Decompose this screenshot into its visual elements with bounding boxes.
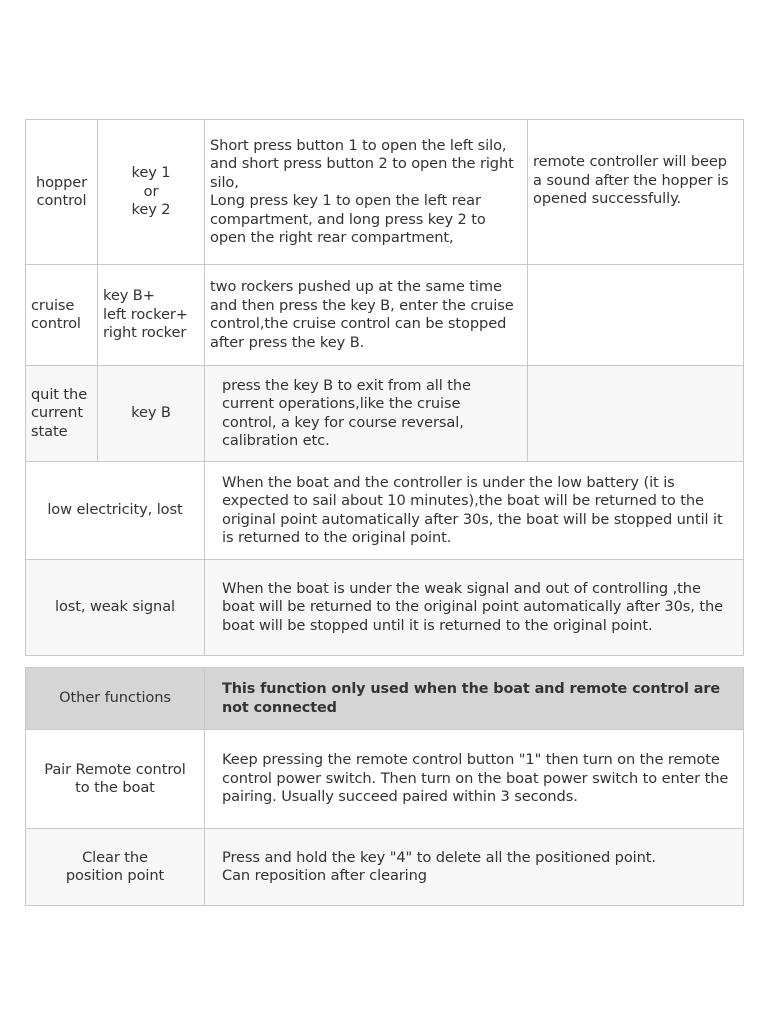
function-cell: lost, weak signal bbox=[26, 560, 205, 656]
table-row bbox=[26, 366, 744, 462]
description-cell: When the boat and the controller is under the low battery (it is expected to sail about 10 minutes),the boat will be returned to the original point automatically after 30s, the boat will be stopped until it is returned to the original point. bbox=[205, 462, 744, 560]
description-cell: Keep pressing the remote control button "1" then turn on the remote control power switch. Then turn on the boat power switch to enter the pairing. Usually succeed paired within 3 seconds. bbox=[205, 730, 744, 829]
table-row bbox=[26, 560, 744, 656]
key-cell: key 1 or key 2 bbox=[98, 120, 205, 265]
note-cell: remote controller will beep a sound after the hopper is opened successfully. bbox=[528, 120, 744, 265]
header-function-cell: Other functions bbox=[26, 668, 205, 730]
function-cell: Clear the position point bbox=[26, 829, 205, 906]
description-cell: press the key B to exit from all the current operations,like the cruise control, a key for course reversal, calibration etc. bbox=[205, 366, 528, 462]
function-table bbox=[25, 119, 744, 656]
function-cell: Pair Remote control to the boat bbox=[26, 730, 205, 829]
key-cell: key B bbox=[98, 366, 205, 462]
table-row bbox=[26, 120, 744, 265]
function-cell: low electricity, lost bbox=[26, 462, 205, 560]
description-cell: Press and hold the key "4" to delete all the positioned point. Can reposition after clearing bbox=[205, 829, 744, 906]
description-cell: Short press button 1 to open the left silo, and short press button 2 to open the right silo, Long press key 1 to open the left rear compartment, and long press key 2 to open the right rear compartment, bbox=[205, 120, 528, 265]
table-row bbox=[26, 265, 744, 366]
function-cell: cruise control bbox=[26, 265, 98, 366]
other-functions-table bbox=[25, 667, 744, 906]
table-row bbox=[26, 829, 744, 906]
table-row bbox=[26, 730, 744, 829]
note-cell bbox=[528, 265, 744, 366]
function-cell: hopper control bbox=[26, 120, 98, 265]
header-description-cell: This function only used when the boat and remote control are not connected bbox=[205, 668, 744, 730]
function-cell: quit the current state bbox=[26, 366, 98, 462]
table-row bbox=[26, 462, 744, 560]
description-cell: two rockers pushed up at the same time and then press the key B, enter the cruise control,the cruise control can be stopped after press the key B. bbox=[205, 265, 528, 366]
key-cell: key B+ left rocker+ right rocker bbox=[98, 265, 205, 366]
note-cell bbox=[528, 366, 744, 462]
description-cell: When the boat is under the weak signal and out of controlling ,the boat will be returned to the original point automatically after 30s, the boat will be stopped until it is returned to the original point. bbox=[205, 560, 744, 656]
table-header-row bbox=[26, 668, 744, 730]
